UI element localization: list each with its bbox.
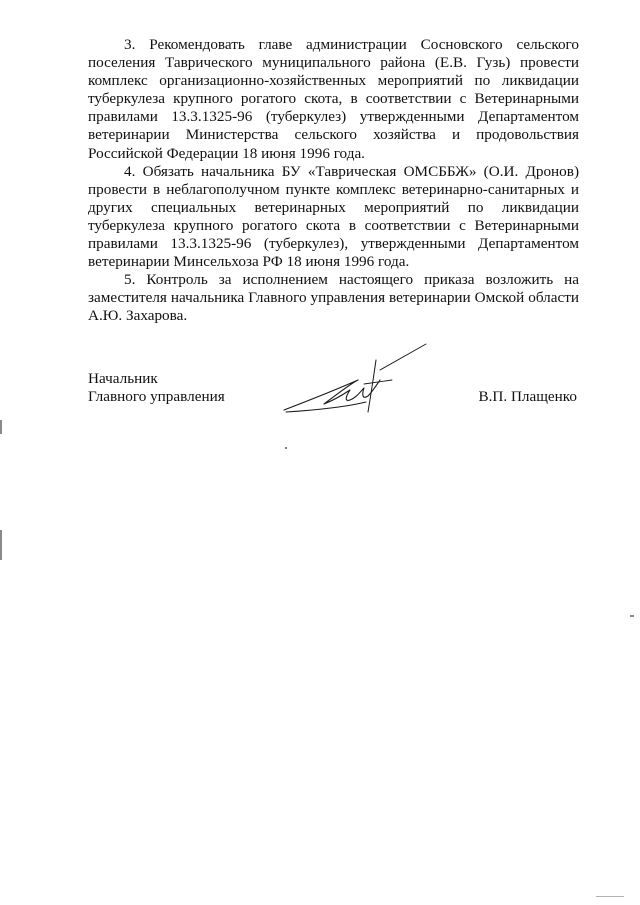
signer-name: В.П. Плащенко — [478, 388, 577, 405]
signer-position-line-2: Главного управления — [88, 388, 225, 406]
paragraph-item-3: 3. Рекомендовать главе администрации Сосновского сельского поселения Таврического муниципального района (Е.В. Гузь) провести комплекс организационно-хозяйственных мероприятий по ликвидации туберкулеза крупного рогатого скота, в соответствии с Ветеринарными правилами 13.3.1325-96 (туберкулез) утвержденными Департаментом ветеринарии Министерства сельского хозяйства и продовольствия Российской Федерации 18 июня 1996 года. — [88, 36, 579, 162]
signature-block — [88, 370, 579, 430]
scan-edge-mark — [596, 896, 624, 897]
signer-position-line-1: Начальник — [88, 370, 158, 387]
document-body — [88, 36, 579, 326]
paragraph-item-4: 4. Обязать начальника БУ «Таврическая ОМСББЖ» (О.И. Дронов) провести в неблагополучном пункте комплекс ветеринарно-санитарных и других специальных ветеринарных мероприятий по ликвидации туберкулеза крупного рогатого скота в соответствии с Ветеринарными правилами 13.3.1325-96 (туберкулез), утвержденными Департаментом ветеринарии Минсельхоза РФ 18 июня 1996 года. — [88, 162, 579, 271]
scan-speck — [285, 447, 287, 449]
handwritten-signature — [280, 340, 430, 420]
paragraph-item-5: 5. Контроль за исполнением настоящего приказа возложить на заместителя начальника Главного управления ветеринарии Омской области А.Ю. Захарова. — [88, 271, 579, 325]
scan-edge-mark — [0, 530, 2, 560]
scan-edge-mark — [0, 420, 2, 434]
signer-position — [88, 370, 225, 406]
scan-edge-mark — [630, 615, 634, 617]
